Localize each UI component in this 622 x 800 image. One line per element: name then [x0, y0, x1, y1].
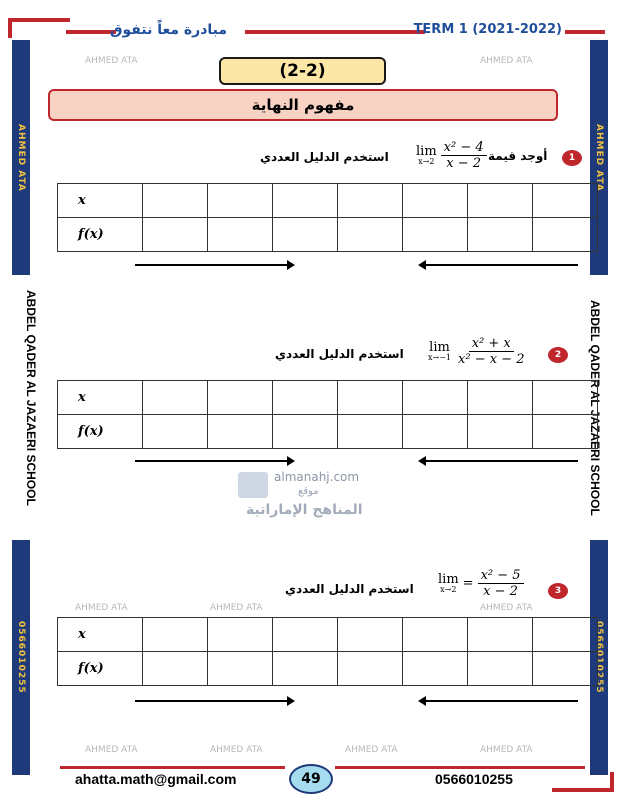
lesson-title: مفهوم النهاية — [48, 89, 558, 121]
table-cell[interactable] — [143, 652, 208, 686]
table-cell[interactable] — [403, 618, 468, 652]
table-cell[interactable] — [468, 218, 533, 252]
table-row — [58, 381, 598, 415]
table-cell[interactable] — [338, 184, 403, 218]
table-cell[interactable] — [533, 184, 598, 218]
table-cell[interactable] — [533, 381, 598, 415]
question-instruction: استخدم الدليل العددي — [275, 347, 404, 361]
table-cell[interactable] — [273, 652, 338, 686]
table-cell[interactable] — [143, 381, 208, 415]
arrow-left-icon — [420, 460, 578, 462]
watermark: AHMED ATA — [210, 603, 263, 613]
site-name-line2: المناهج الإماراتية — [246, 502, 363, 518]
footer-email[interactable]: ahatta.math@gmail.com — [75, 771, 237, 787]
table-cell[interactable] — [403, 218, 468, 252]
header-rule-middle — [245, 30, 425, 34]
watermark: AHMED ATA — [75, 603, 128, 613]
watermark: AHMED ATA — [480, 56, 533, 66]
table-cell[interactable] — [338, 381, 403, 415]
arrow-left-icon — [420, 264, 578, 266]
watermark: AHMED ATA — [85, 56, 138, 66]
table-cell[interactable] — [273, 381, 338, 415]
values-table — [57, 617, 598, 686]
values-table — [57, 183, 598, 252]
question-number-badge: 2 — [548, 347, 568, 363]
side-band-left-top: AHMED ATA — [12, 40, 30, 275]
fx-label: f(x) — [58, 652, 143, 686]
corner-frame-top-left — [8, 18, 70, 38]
table-cell[interactable] — [143, 618, 208, 652]
limit-expression: lim x→−1 $\frac{\text{x² + x}}{\text{x² − x − 2}}$ — [428, 336, 525, 367]
fx-label: f(x) — [58, 415, 143, 449]
table-cell[interactable] — [533, 618, 598, 652]
table-cell[interactable] — [338, 218, 403, 252]
school-name-right: ABDEL QADER AL JAZAERI SCHOOL — [588, 300, 602, 516]
table-cell[interactable] — [208, 415, 273, 449]
header-rule-left — [66, 30, 116, 34]
table-row — [58, 415, 598, 449]
table-cell[interactable] — [273, 218, 338, 252]
table-cell[interactable] — [403, 415, 468, 449]
question-prefix: أوجد قيمة — [488, 149, 548, 163]
question-instruction: استخدم الدليل العددي — [260, 150, 389, 164]
table-row — [58, 618, 598, 652]
header-term: TERM 1 (2021-2022) — [413, 22, 562, 37]
header-slogan: مبادرة معاً نتفوق — [110, 22, 228, 38]
table-cell[interactable] — [273, 618, 338, 652]
question-instruction: استخدم الدليل العددي — [285, 582, 414, 596]
watermark: AHMED ATA — [480, 603, 533, 613]
footer-phone: 0566010255 — [435, 771, 513, 787]
table-cell[interactable] — [468, 652, 533, 686]
logo-mark-icon — [238, 472, 268, 498]
question-number-badge: 3 — [548, 583, 568, 599]
table-cell[interactable] — [143, 415, 208, 449]
limit-expression: lim x→2 = $\frac{\text{x² − 5}}{x - 2}$ — [438, 568, 524, 599]
watermark: AHMED ATA — [85, 745, 138, 755]
watermark: AHMED ATA — [480, 745, 533, 755]
table-cell[interactable] — [468, 381, 533, 415]
site-logo — [238, 470, 378, 532]
header-rule-right — [565, 30, 605, 34]
side-band-right-bottom: 0566010255 — [590, 540, 608, 775]
limit-expression: lim x→2 $\frac{\text{x² − 4}}{x - 2}$ — [416, 140, 487, 171]
question-number-badge: 1 — [562, 150, 582, 166]
table-row — [58, 652, 598, 686]
table-cell[interactable] — [403, 184, 468, 218]
table-row — [58, 218, 598, 252]
arrow-right-icon — [135, 460, 293, 462]
x-label: x — [58, 381, 143, 415]
footer-rule-left — [60, 766, 285, 769]
table-cell[interactable] — [208, 184, 273, 218]
table-cell[interactable] — [208, 652, 273, 686]
school-name-left: ABDEL QADER AL JAZAERI SCHOOL — [24, 290, 38, 506]
table-cell[interactable] — [338, 415, 403, 449]
lesson-number: (2-2) — [219, 57, 386, 85]
table-cell[interactable] — [208, 218, 273, 252]
side-band-right-top: AHMED ATA — [590, 40, 608, 275]
table-cell[interactable] — [338, 652, 403, 686]
footer-rule-right — [335, 766, 585, 769]
arrow-right-icon — [135, 700, 293, 702]
table-cell[interactable] — [403, 381, 468, 415]
site-url: almanahj.com — [274, 470, 360, 484]
table-cell[interactable] — [468, 415, 533, 449]
table-cell[interactable] — [143, 218, 208, 252]
table-cell[interactable] — [468, 618, 533, 652]
table-row — [58, 184, 598, 218]
table-cell[interactable] — [533, 218, 598, 252]
values-table — [57, 380, 598, 449]
arrow-right-icon — [135, 264, 293, 266]
table-cell[interactable] — [208, 381, 273, 415]
table-cell[interactable] — [208, 618, 273, 652]
table-cell[interactable] — [338, 618, 403, 652]
table-cell[interactable] — [533, 415, 598, 449]
page-number: 49 — [289, 764, 333, 794]
table-cell[interactable] — [533, 652, 598, 686]
site-name-line1: موقع — [298, 486, 319, 497]
watermark: AHMED ATA — [345, 745, 398, 755]
table-cell[interactable] — [143, 184, 208, 218]
table-cell[interactable] — [273, 184, 338, 218]
table-cell[interactable] — [273, 415, 338, 449]
arrow-left-icon — [420, 700, 578, 702]
x-label: x — [58, 184, 143, 218]
table-cell[interactable] — [468, 184, 533, 218]
table-cell[interactable] — [403, 652, 468, 686]
corner-frame-bottom-right — [552, 772, 614, 792]
watermark: AHMED ATA — [210, 745, 263, 755]
fx-label: f(x) — [58, 218, 143, 252]
side-band-left-bottom: 0566010255 — [12, 540, 30, 775]
x-label: x — [58, 618, 143, 652]
